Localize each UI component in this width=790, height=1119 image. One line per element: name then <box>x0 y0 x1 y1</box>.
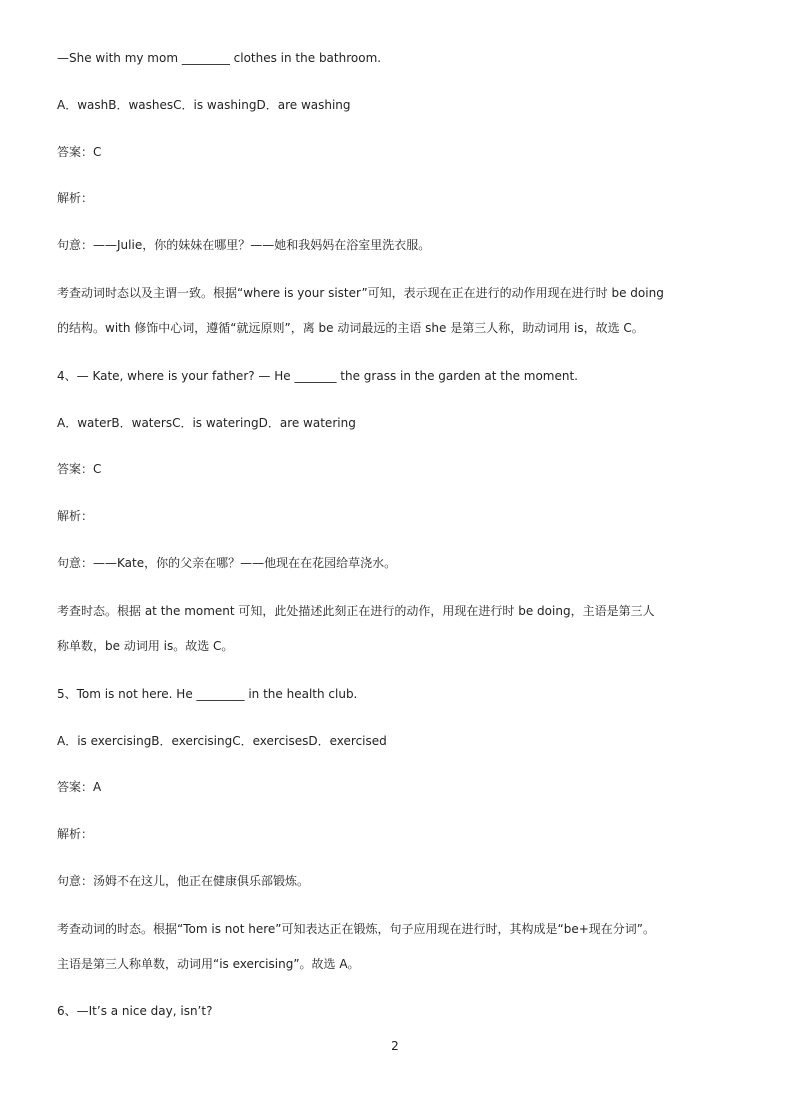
question-5-options: A．is exercisingB．exercisingC．exercisesD．exercised <box>57 734 387 748</box>
question-4-prompt: 4、— Kate, where is your father? — He _______ the grass in the garden at the moment. <box>57 369 578 383</box>
question-4-analysis-label: 解析： <box>57 509 94 523</box>
question-3-options: A．washB．washesC．is washingD．are washing <box>57 98 351 112</box>
question-4-meaning: 句意：——Kate，你的父亲在哪？——他现在在花园给草浇水。 <box>57 556 397 570</box>
question-5-explanation-line-2: 主语是第三人称单数，动词用“is exercising”。故选 A。 <box>57 957 360 971</box>
question-5-explanation-line-1: 考查动词的时态。根据“Tom is not here”可知表达正在锻炼，句子应用现在进行时，其构成是“be+现在分词”。 <box>57 922 655 936</box>
question-4-explanation-line-1: 考查时态。根据 at the moment 可知，此处描述此刻正在进行的动作，用现在进行时 be doing，主语是第三人 <box>57 604 655 618</box>
question-3-meaning: 句意：——Julie，你的妹妹在哪里？——她和我妈妈在浴室里洗衣服。 <box>57 238 431 252</box>
question-5-analysis-label: 解析： <box>57 827 94 841</box>
question-4-answer: 答案：C <box>57 462 102 476</box>
question-3-analysis-label: 解析： <box>57 191 94 205</box>
page-number: 2 <box>391 1039 399 1053</box>
question-4-explanation-line-2: 称单数，be 动词用 is。故选 C。 <box>57 639 234 653</box>
question-3-prompt-line: —She with my mom ________ clothes in the bathroom. <box>57 51 382 65</box>
question-5-answer: 答案：A <box>57 780 102 794</box>
question-6-prompt: 6、—It’s a nice day, isn’t? <box>57 1004 213 1018</box>
question-3-explanation-line-2: 的结构。with 修饰中心词，遵循“就远原则”，离 be 动词最远的主语 she 是第三人称，助动词用 is，故选 C。 <box>57 321 644 335</box>
question-5-prompt: 5、Tom is not here. He ________ in the health club. <box>57 687 358 701</box>
question-3-answer: 答案：C <box>57 145 102 159</box>
question-4-options: A．waterB．watersC．is wateringD．are watering <box>57 416 356 430</box>
question-5-meaning: 句意：汤姆不在这儿，他正在健康俱乐部锻炼。 <box>57 874 310 888</box>
question-3-explanation-line-1: 考查动词时态以及主谓一致。根据“where is your sister”可知，表示现在正在进行的动作用现在进行时 be doing <box>57 286 664 300</box>
